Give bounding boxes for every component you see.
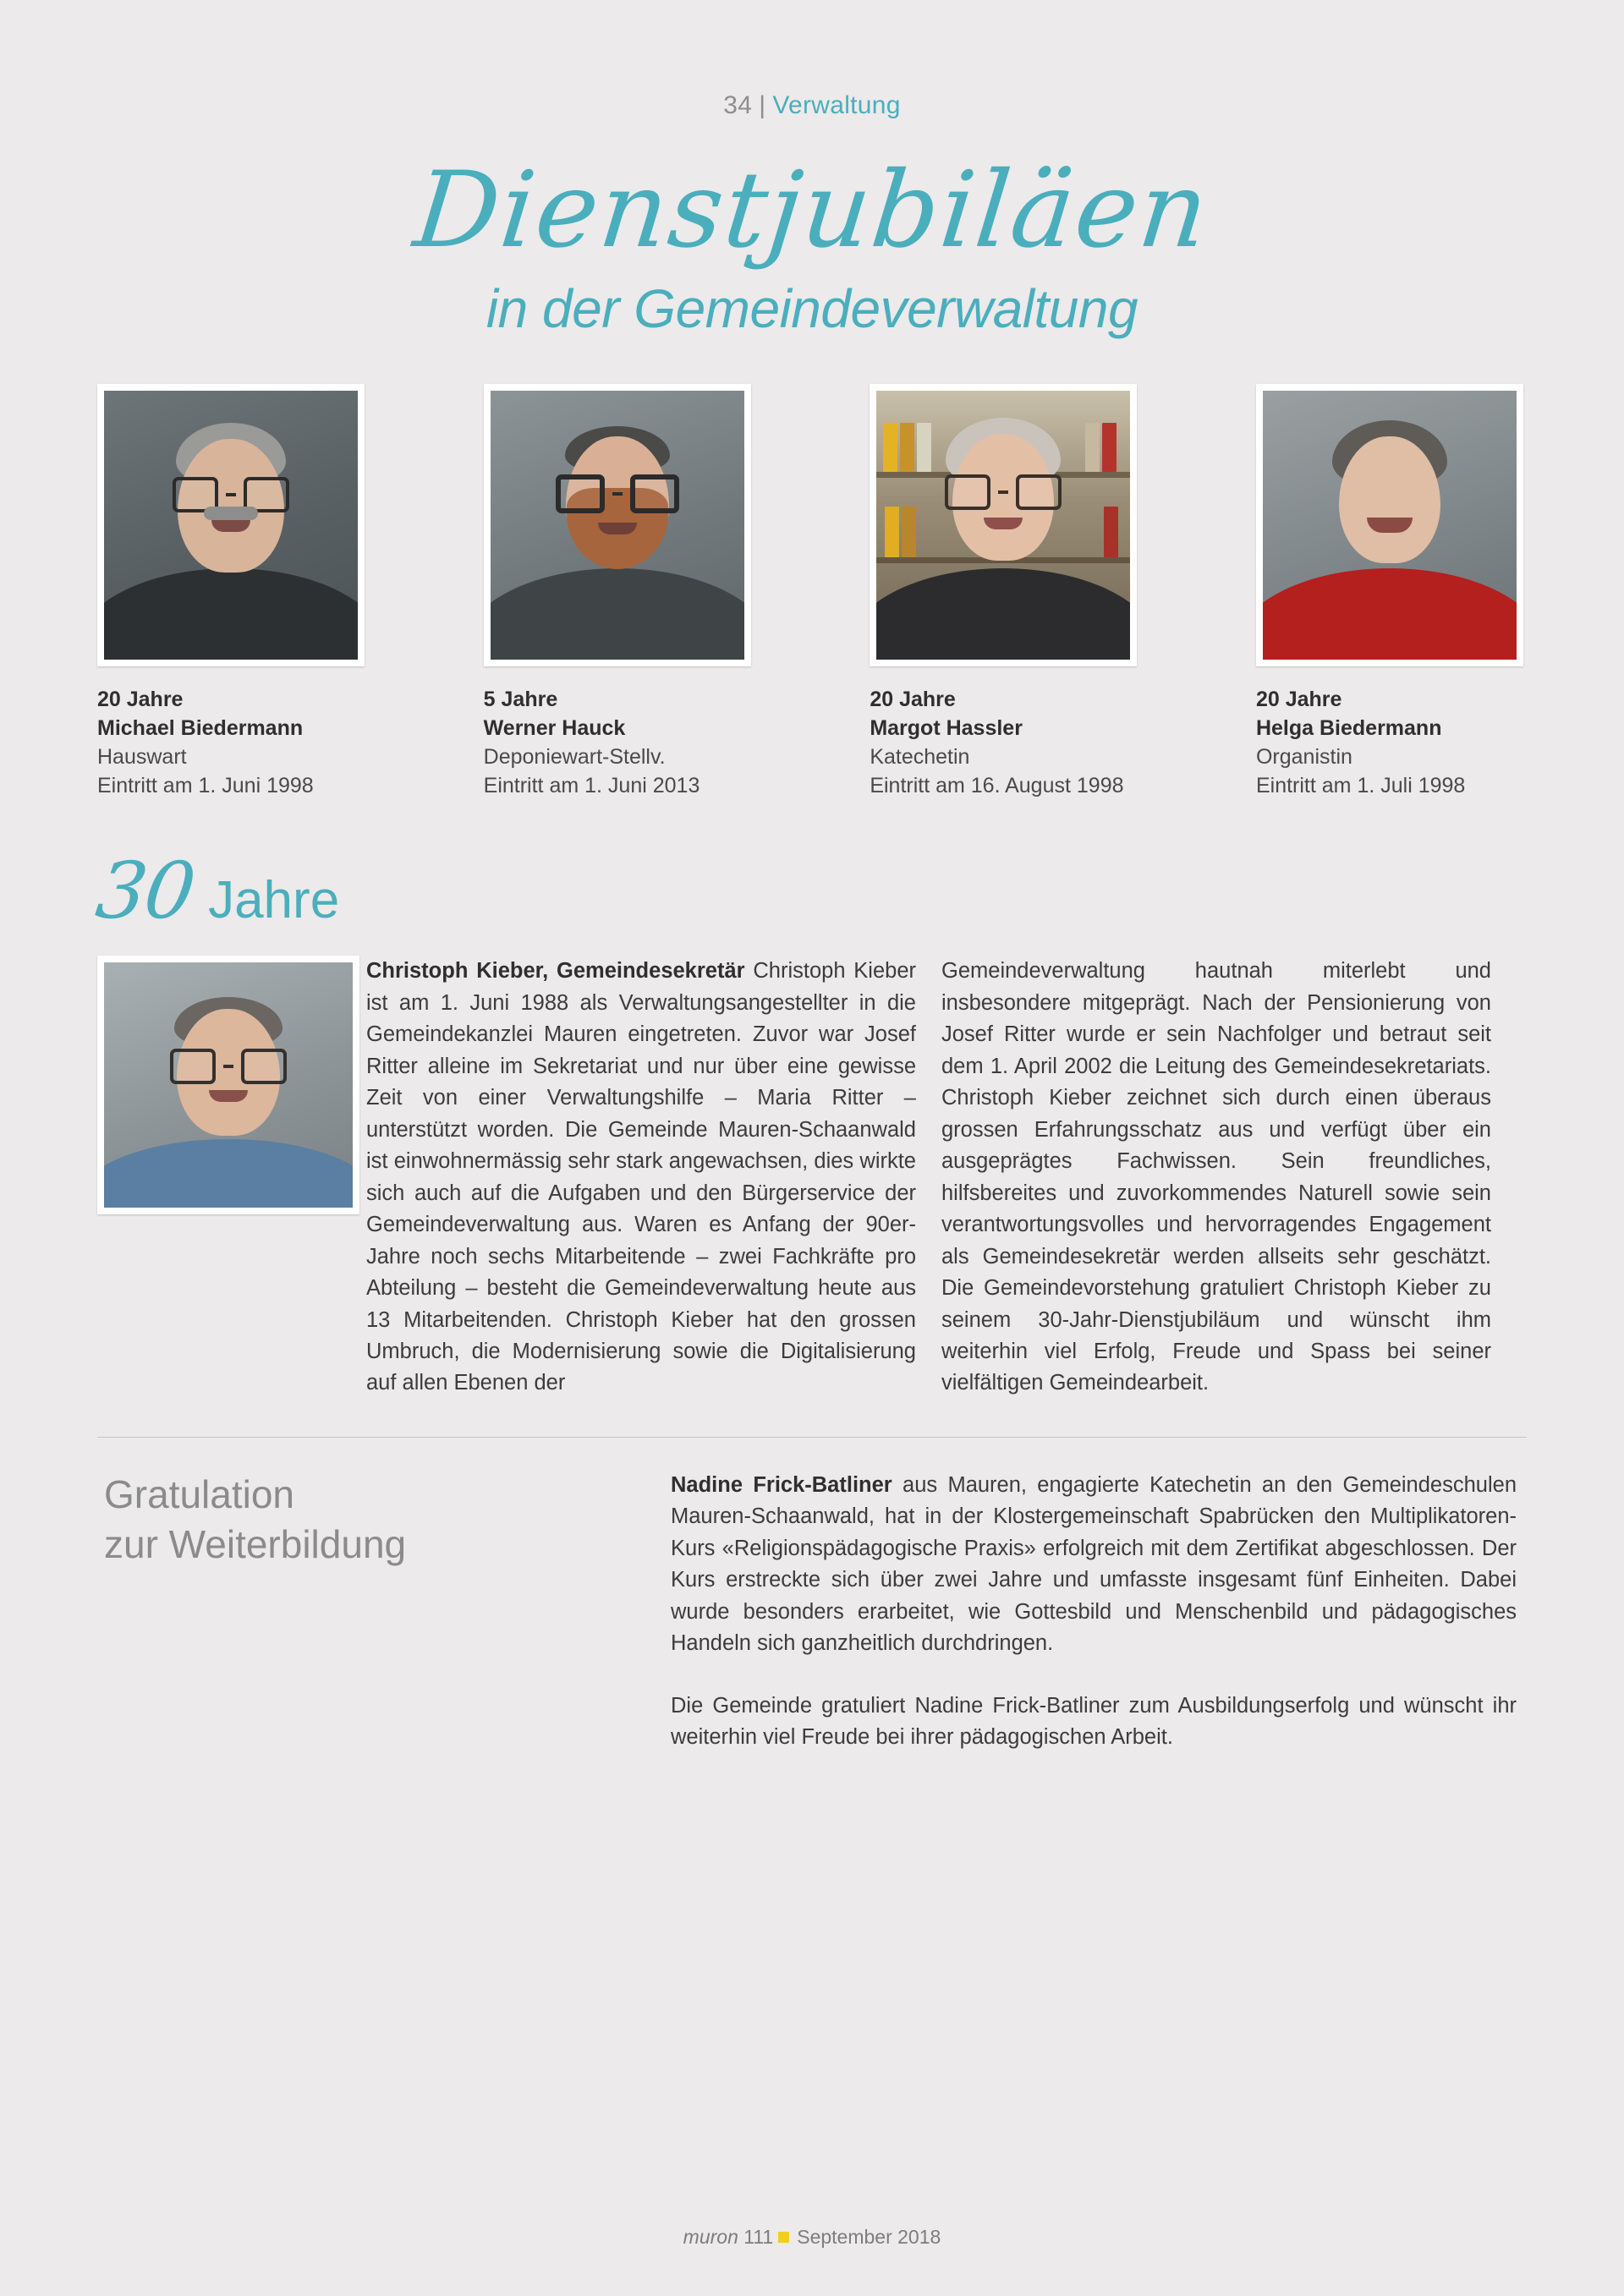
section-title: Verwaltung [772,91,901,119]
section-divider [97,1437,1527,1438]
portrait-michael-biedermann [104,391,358,660]
gratulation-paragraph-2: Die Gemeinde gratuliert Nadine Frick-Batliner zum Ausbildungserfolg und wünscht ihr weiterhin viel Freude bei ihrer pädagogischen Arbeit. [671,1693,1517,1750]
feature-article [97,956,1527,1400]
footer-date: September 2018 [797,2226,941,2248]
photo-frame [97,384,365,666]
gratulation-heading-line1: Gratulation [104,1471,295,1516]
title-block [97,150,1527,340]
jubilee-name: Werner Hauck [483,716,626,741]
jubilee-years: 5 Jahre [483,688,558,712]
footer-issue: 111 [743,2226,774,2248]
jubilee-name: Margot Hassler [870,716,1023,741]
gratulation-text-1: aus Mauren, engagierte Katechetin an den Gemeindeschulen Mauren-Schaanwald, hat in der Klostergemeinschaft Spabrücken den Multiplikatoren-Kurs «Religionspädagogische Praxis» erfolgreich mit dem Zertifikat abgeschlossen. Der Kurs erstreckte sich über zwei Jahre und umfasste insgesamt fünf Einheiten. Dabei wurde besonders erarbeitet, wie Gottesbild und Menschenbild und pädagogisches Handeln sich ganzheitlich durchdringen. [671,1472,1517,1656]
photo-frame [484,384,751,666]
header-separator: | [759,91,766,119]
footer-publication: muron [683,2226,738,2248]
list-item [1256,384,1527,800]
jubilee-start-date: Eintritt am 1. Juni 2013 [483,774,700,798]
jubilee-role: Hauswart [97,745,187,770]
list-item [870,384,1140,800]
gratulation-section [97,1470,1527,1754]
photo-frame [97,956,359,1214]
feature-column-1 [366,956,916,1400]
gratulation-heading-line2: zur Weiterbildung [104,1521,407,1566]
page-header [97,0,1527,120]
feature-body-1: Christoph Kieber ist am 1. Juni 1988 als Verwaltungsangestellter in die Gemeindekanzlei Mauren eingetreten. Zuvor war Josef Ritter alleine im Sekretariat und nur über eine gewisse Zeit von einer Verwaltungshilfe – Maria Ritter – unterstützt worden. Die Gemeinde Mauren-Schaanwald ist einwohnermässig sehr stark angewachsen, dies wirkte sich auch auf die Aufgaben und den Bürgerservice der Gemeindeverwaltung aus. Waren es Anfang der 90er-Jahre noch sechs Mitarbeitende – zwei Fachkräfte pro Abteilung – besteht die Gemeindeverwaltung heute aus 13 Mitarbeitenden. Christoph Kieber hat den grossen Umbruch, die Modernisierung sowie die Digitalisierung auf allen Ebenen der [366,959,917,1395]
jubilee-details [1256,685,1527,800]
feature-photo-column [97,956,366,1400]
feature-lead: Christoph Kieber, Gemeindesekretär [366,959,745,984]
portrait-helga-biedermann [1263,391,1517,660]
jubilee-years: 20 Jahre [97,688,184,712]
gratulation-paragraph-1 [671,1470,1517,1660]
portrait-werner-hauck [491,391,744,660]
jubilee-years: 20 Jahre [1255,688,1342,712]
feature-column-2: Gemeindeverwaltung hautnah miterlebt und insbesondere mitgeprägt. Nach der Pensionierung von Josef Ritter wurde er sein Nachfolger und betraut seit dem 1. April 2002 die Leitung des Gemeindesekretariats. Christoph Kieber zeichnet sich durch einen überaus grossen Erfahrungsschatz aus und verfügt über ein ausgeprägtes Fachwissen. Sein freundliches, hilfsbereites und zuvorkommendes Naturell sowie sein verantwortungsvolles und hervorragendes Engagement als Gemeindesekretär werden allseits sehr geschätzt. Die Gemeindevorstehung gratuliert Christoph Kieber zu seinem 30-Jahr-Dienstjubiläum und wünscht ihm weiterhin viel Erfolg, Freude und Spass bei seiner vielfältigen Gemeindearbeit. [941,959,1491,1395]
jubilee-years: 20 Jahre [870,688,956,712]
gratulation-heading [97,1470,671,1754]
jubilee-details [97,685,368,800]
jubilee-role: Katechetin [870,745,970,770]
page-subtitle: in der Gemeindeverwaltung [486,278,1138,340]
page-number: 34 [723,91,753,119]
jubilee-role: Deponiewart-Stellv. [483,745,666,770]
jubilee-role: Organistin [1255,745,1352,770]
gratulation-lead: Nadine Frick-Batliner [671,1472,892,1497]
thirty-years-heading [91,846,1527,937]
jubilee-details [484,685,754,800]
gratulation-body [671,1470,1517,1754]
jubilee-start-date: Eintritt am 16. August 1998 [870,774,1124,798]
thirty-years-number: 30 [91,846,200,937]
thirty-years-word: Jahre [208,871,340,930]
portrait-christoph-kieber [104,962,353,1208]
portrait-margot-hassler [876,391,1130,660]
jubilee-list [97,384,1527,800]
page-title: Dienstjubiläen [409,150,1215,271]
jubilee-name: Michael Biedermann [97,716,304,741]
list-item [97,384,368,800]
photo-frame [870,384,1137,666]
footer-dot-icon [778,2232,789,2243]
jubilee-start-date: Eintritt am 1. Juni 1998 [97,774,314,798]
jubilee-name: Helga Biedermann [1255,716,1442,741]
jubilee-details [870,685,1140,800]
list-item [484,384,754,800]
page-footer [0,2226,1624,2249]
photo-frame [1256,384,1523,666]
jubilee-start-date: Eintritt am 1. Juli 1998 [1255,774,1466,798]
